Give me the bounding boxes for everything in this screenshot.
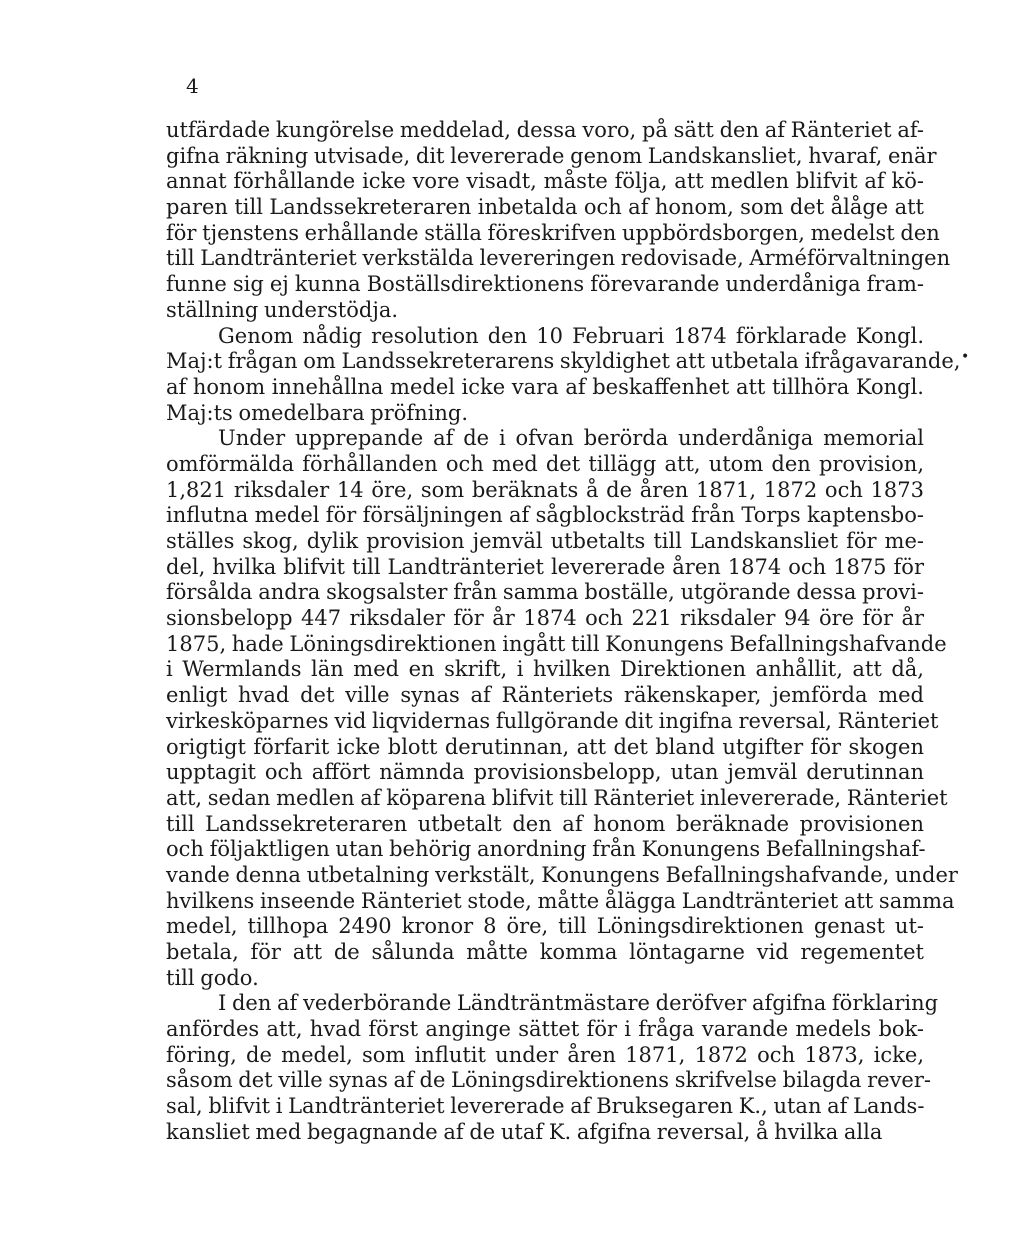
paragraph xyxy=(166,323,961,427)
text-line: 1,821 riksdaler 14 öre, som beräknats å de åren 1871, 1872 och 1873 xyxy=(166,477,924,502)
text-line: föring, de medel, som influtit under åren 1871, 1872 och 1873, icke, xyxy=(166,1042,924,1067)
body-text xyxy=(166,118,961,1146)
text-line: I den af vederbörande Ländträntmästare deröfver afgifna förklaring xyxy=(218,991,939,1016)
text-line: och följaktligen utan behörig anordning från Konungens Befallningshaf- xyxy=(166,837,926,862)
text-line: till godo. xyxy=(166,965,259,990)
text-line: försålda andra skogsalster från samma boställe, utgörande dessa provi- xyxy=(166,580,924,605)
text-line: Maj:t frågan om Landssekreterarens skyldighet att utbetala ifrågavarande, xyxy=(166,349,961,374)
text-line: influtna medel för försäljningen af sågblocksträd från Torps kaptensbo- xyxy=(166,503,924,528)
paragraph xyxy=(166,991,939,1145)
text-line: till Landssekreteraren utbetalt den af honom beräknade provisionen xyxy=(166,811,924,836)
text-line: kansliet med begagnande af de utaf K. afgifna reversal, å hvilka alla xyxy=(166,1119,883,1144)
text-line: ställning understödja. xyxy=(166,297,399,322)
paragraph xyxy=(166,118,951,324)
text-line: Genom nådig resolution den 10 Februari 1874 förklarade Kongl. xyxy=(218,323,924,348)
text-line: till Landtränteriet verkstälda levereringen redovisade, Arméförvaltningen xyxy=(166,246,951,271)
text-line: omförmälda förhållanden och med det tillägg att, utom den provision, xyxy=(166,451,924,476)
text-line: virkesköparnes vid liqvidernas fullgörande dit ingifna reversal, Ränteriet xyxy=(166,708,939,733)
text-line: gifna räkning utvisade, dit levererade genom Landskansliet, hvaraf, enär xyxy=(166,143,937,168)
text-line: del, hvilka blifvit till Landtränteriet levererade åren 1874 och 1875 för xyxy=(166,554,924,579)
text-line: funne sig ej kunna Boställsdirektionens förevarande underdåniga fram- xyxy=(166,272,924,297)
text-line: utfärdade kungörelse meddelad, dessa voro, på sätt den af Ränteriet af- xyxy=(166,118,924,142)
text-line: af honom innehållna medel icke vara af beskaffenhet att tillhöra Kongl. xyxy=(166,374,924,399)
margin-mark: • xyxy=(961,349,970,365)
text-line: Maj:ts omedelbara pröfning. xyxy=(166,400,469,425)
text-line: hvilkens inseende Ränteriet stode, måtte ålägga Landtränteriet att samma xyxy=(166,888,955,913)
text-line: såsom det ville synas af de Löningsdirektionens skrifvelse bilagda rever- xyxy=(166,1068,931,1093)
text-line: medel, tillhopa 2490 kronor 8 öre, till Löningsdirektionen genast ut- xyxy=(166,914,924,939)
text-line: vande denna utbetalning verkstält, Konungens Befallningshafvande, under xyxy=(166,862,958,887)
paragraph xyxy=(166,426,958,991)
text-line: för tjenstens erhållande ställa föreskrifven uppbördsborgen, medelst den xyxy=(166,220,940,245)
text-line: 1875, hade Löningsdirektionen ingått till Konungens Befallningshafvande xyxy=(166,631,947,656)
text-line: anfördes att, hvad först anginge sättet för i fråga varande medels bok- xyxy=(166,1017,924,1042)
text-line: sionsbelopp 447 riksdaler för år 1874 och 221 riksdaler 94 öre för år xyxy=(166,606,924,631)
text-line: annat förhållande icke vore visadt, måste följa, att medlen blifvit af kö- xyxy=(166,169,924,194)
text-line: att, sedan medlen af köparena blifvit till Ränteriet inlevererade, Ränteriet xyxy=(166,785,948,810)
text-line: enligt hvad det ville synas af Ränteriets räkenskaper, jemförda med xyxy=(166,683,924,708)
text-line: ställes skog, dylik provision jemväl utbetalts till Landskansliet för me- xyxy=(166,529,924,553)
page-number: 4 xyxy=(186,74,199,98)
text-line: paren till Landssekreteraren inbetalda och af honom, som det ålåge att xyxy=(166,195,924,220)
text-line: i Wermlands län med en skrift, i hvilken Direktionen anhållit, att då, xyxy=(166,657,924,682)
text-line: upptagit och affört nämnda provisionsbelopp, utan jemväl derutinnan xyxy=(166,760,924,785)
text-line: Under upprepande af de i ofvan berörda underdåniga memorial xyxy=(218,426,924,451)
text-line: sal, blifvit i Landtränteriet levererade af Bruksegaren K., utan af Lands- xyxy=(166,1094,925,1119)
text-line: betala, för att de sålunda måtte komma löntagarne vid regementet xyxy=(166,940,924,964)
text-line: origtigt förfarit icke blott derutinnan, att det bland utgifter för skogen xyxy=(166,734,924,759)
